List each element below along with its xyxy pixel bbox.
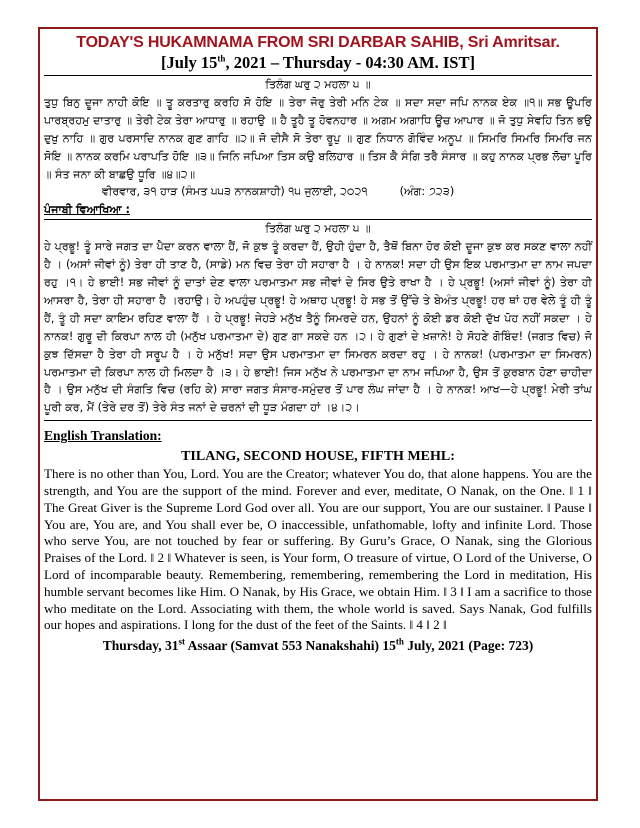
punjabi-explanation: ਹੇ ਪ੍ਰਭੂ! ਤੂੰ ਸਾਰੇ ਜਗਤ ਦਾ ਪੈਦਾ ਕਰਨ ਵਾਲਾ ਹੈਂ, ਜੋ ਕੁਝ ਤੂੰ ਕਰਦਾ ਹੈਂ, ਉਹੀ ਹੁੰਦਾ ਹੈ, ਤੈਥੋਂ ਬਿਨਾ ਹੋਰ ਕੋਈ ਦੂਜਾ ਕੁਝ ਕਰ ਸਕਣ ਵਾਲਾ ਨਹੀਂ ਹੈ । (ਅਸਾਂ ਜੀਵਾਂ ਨੂੰ) ਤੇਰਾ ਹੀ ਤਾਣ ਹੈ, (ਸਾਡੇ) ਮਨ ਵਿਚ ਤੇਰਾ ਹੀ ਸਹਾਰਾ ਹੈ । ਹੇ ਨਾਨਕ! ਸਦਾ ਹੀ ਉਸ ਇਕ ਪਰਮਾਤਮਾ ਦਾ ਨਾਮ ਜਪਦਾ ਰਹੁ ।੧। ਹੇ ਭਾਈ! ਸਭ ਜੀਵਾਂ ਨੂੰ ਦਾਤਾਂ ਦੇਣ ਵਾਲਾ ਪਰਮਾਤਮਾ ਸਭ ਜੀਵਾਂ ਦੇ ਸਿਰ ਉਤੇ ਰਾਖਾ ਹੈ । ਹੇ ਪ੍ਰਭੂ! (ਅਸਾਂ ਜੀਵਾਂ ਨੂੰ) ਤੇਰਾ ਹੀ ਆਸਰਾ ਹੈ, ਤੇਰਾ ਹੀ ਸਹਾਰਾ ਹੈ ।ਰਹਾਉ। ਹੇ ਅਪਹੁੰਚ ਪ੍ਰਭੂ! ਹੇ ਅਥਾਹ ਪ੍ਰਭੂ! ਹੇ ਸਭ ਤੋਂ ਉੱਚੇ ਤੇ ਬੇਅੰਤ ਪ੍ਰਭੂ! ਹਰ ਥਾਂ ਹਰ ਵੇਲੇ ਤੂੰ ਹੀ ਤੂੰ ਹੈਂ, ਤੂੰ ਹੀ ਸਦਾ ਕਾਇਮ ਰਹਿਣ ਵਾਲਾ ਹੈਂ । ਹੇ ਪ੍ਰਭੂ! ਜੇਹੜੇ ਮਨੁੱਖ ਤੈਨੂੰ ਸਿਮਰਦੇ ਹਨ, ਉਹਨਾਂ ਨੂੰ ਕੋਈ ਡਰ ਕੋਈ ਦੁੱਖ ਪੋਹ ਨਹੀਂ ਸਕਦਾ । ਹੇ ਨਾਨਕ! ਗੁਰੂ ਦੀ ਕਿਰਪਾ ਨਾਲ ਹੀ (ਮਨੁੱਖ ਪਰਮਾਤਮਾ ਦੇ) ਗੁਣ ਗਾ ਸਕਦੇ ਹਨ ।੨। ਹੇ ਗੁਣਾਂ ਦੇ ਖ਼ਜ਼ਾਨੇ! ਹੇ ਸੋਹਣੇ ਗੋਬਿੰਦ! (ਜਗਤ ਵਿਚ) ਜੋ ਕੁਝ ਦਿੱਸਦਾ ਹੈ ਤੇਰਾ ਹੀ ਸਰੂਪ ਹੈ । ਹੇ ਮਨੁੱਖ! ਸਦਾ ਉਸ ਪਰਮਾਤਮਾ ਦਾ ਸਿਮਰਨ ਕਰਦਾ ਰਹੁ । ਹੇ ਨਾਨਕ! (ਪਰਮਾਤਮਾ ਦਾ ਸਿਮਰਨ) ਪਰਮਾਤਮਾ ਦੀ ਕਿਰਪਾ ਨਾਲ ਹੀ ਮਿਲਦਾ ਹੈ ।੩। ਹੇ ਭਾਈ! ਜਿਸ ਮਨੁੱਖ ਨੇ ਪਰਮਾਤਮਾ ਦਾ ਨਾਮ ਜਪਿਆ ਹੈ, ਉਸ ਤੋਂ ਕੁਰਬਾਨ ਹੋਣਾ ਚਾਹੀਦਾ ਹੈ । ਉਸ ਮਨੁੱਖ ਦੀ ਸੰਗਤਿ ਵਿਚ (ਰਹਿ ਕੇ) ਸਾਰਾ ਜਗਤ ਸੰਸਾਰ-ਸਮੁੰਦਰ ਤੋਂ ਪਾਰ ਲੰਘ ਜਾਂਦਾ ਹੈ । ਹੇ ਨਾਨਕ! ਆਖ—ਹੇ ਪ੍ਰਭੂ! ਮੇਰੀ ਤਾਂਘ ਪੂਰੀ ਕਰ, ਮੈਂ (ਤੇਰੇ ਦਰ ਤੋਂ) ਤੇਰੇ ਸੰਤ ਜਨਾਂ ਦੇ ਚਰਨਾਂ ਦੀ ਧੂੜ ਮੰਗਦਾ ਹਾਂ ।੪।੨। xyxy=(44,240,592,415)
date-suffix: , 2021 – Thursday - 04:30 AM. IST] xyxy=(225,53,475,72)
english-subheading: TILANG, SECOND HOUSE, FIFTH MEHL: xyxy=(181,449,455,465)
footer-sup2: th xyxy=(395,636,404,647)
raag-heading: ਤਿਲੰਗ ਘਰੁ ੨ ਮਹਲਾ ੫ ॥ xyxy=(265,78,371,91)
section-divider-2 xyxy=(44,420,592,421)
gurbani-verse: ਤੁਧੁ ਬਿਨੁ ਦੂਜਾ ਨਾਹੀ ਕੋਇ ॥ ਤੂ ਕਰਤਾਰੁ ਕਰਹਿ ਸੋ ਹੋਇ ॥ ਤੇਰਾ ਜੋਰੁ ਤੇਰੀ ਮਨਿ ਟੇਕ ॥ ਸਦਾ ਸਦਾ ਜਪਿ ਨਾਨਕ ਏਕ ॥੧॥ ਸਭ ਊਪਰਿ ਪਾਰਬ੍ਰਹਮੁ ਦਾਤਾਰੁ ॥ ਤੇਰੀ ਟੇਕ ਤੇਰਾ ਆਧਾਰੁ ॥ ਰਹਾਉ ॥ ਹੈ ਤੂਹੈ ਤੂ ਹੋਵਨਹਾਰ ॥ ਅਗਮ ਅਗਾਧਿ ਊਚ ਆਪਾਰ ॥ ਜੋ ਤੁਧੁ ਸੇਵਹਿ ਤਿਨ ਭਉ ਦੁਖੁ ਨਾਹਿ ॥ ਗੁਰ ਪਰਸਾਦਿ ਨਾਨਕ ਗੁਣ ਗਾਹਿ ॥੨॥ ਜੋ ਦੀਸੈ ਸੋ ਤੇਰਾ ਰੂਪੁ ॥ ਗੁਣ ਨਿਧਾਨ ਗੋਵਿੰਦ ਅਨੂਪ ॥ ਸਿਮਰਿ ਸਿਮਰਿ ਸਿਮਰਿ ਜਨ ਸੋਇ ॥ ਨਾਨਕ ਕਰਮਿ ਪਰਾਪਤਿ ਹੋਇ ॥੩॥ ਜਿਨਿ ਜਪਿਆ ਤਿਸ ਕਉ ਬਲਿਹਾਰ ॥ ਤਿਸ ਕੈ ਸੰਗਿ ਤਰੈ ਸੰਸਾਰ ॥ ਕਹੁ ਨਾਨਕ ਪ੍ਰਭ ਲੋਚਾ ਪੂਰਿ ॥ ਸੰਤ ਜਨਾ ਕੀ ਬਾਛਉ ਧੂਰਿ ॥੪॥੨॥ xyxy=(44,95,592,181)
ang-reference: (ਅੰਗ: ੭੨੩) xyxy=(399,185,455,199)
footer-sup1: st xyxy=(178,636,185,647)
punjabi-raag-heading: ਤਿਲੰਗ ਘਰੁ ੨ ਮਹਲਾ ੫ ॥ xyxy=(265,222,371,236)
punjabi-heading: ਪੰਜਾਬੀ ਵਿਆਖਿਆ : xyxy=(44,203,130,217)
english-translation: There is no other than You, Lord. You are the Creator; whatever You do, that alone happens. You are the strength, and You are the support of the mind. Forever and ever, meditate, O Nanak, on the One. ‖ 1 ‖ The Great Giver is the Supreme Lord God over all. You are our support, You are our sustainer. ‖ Pause ‖ You are, You are, and You shall ever be, O inaccessible, unfathomable, lofty and infinite Lord. Those who serve You, are not touched by fear or suffering. By Guru’s Grace, O Nanak, sing the Glorious Praises of the Lord. ‖ 2 ‖ Whatever is seen, is Your form, O treasure of virtue, O Lord of the Universe, O Lord of incomparable beauty. Remembering, remembering, remembering the Lord in meditation, His humble servant becomes like Him. O Nanak, by His Grace, we obtain Him. ‖ 3 ‖ I am a sacrifice to those who meditate on the Lord. Associating with them, the whole world is saved. Says Nanak, God fulfills our hopes and aspirations. I long for the dust of the feet of the Saints. ‖ 4 ‖ 2 ‖ xyxy=(44,466,592,633)
english-heading: English Translation: xyxy=(44,428,162,444)
date-heading xyxy=(44,53,592,73)
footer-part3: July, 2021 (Page: 723) xyxy=(403,638,534,654)
hukamnama-page xyxy=(44,33,592,656)
punjabi-date-line xyxy=(44,183,592,201)
date-prefix: [July 15 xyxy=(161,53,218,72)
footer-part2: Assaar (Samvat 553 Nanakshahi) 15 xyxy=(184,638,396,654)
footer-part1: Thursday, 31 xyxy=(102,638,179,654)
date-sup: th xyxy=(217,53,226,64)
footer-date xyxy=(44,636,592,656)
punjabi-date: ਵੀਰਵਾਰ, ੩੧ ਹਾੜ (ਸੰਮਤ ੫੫੩ ਨਾਨਕਸ਼ਾਹੀ) ੧੫ ਜੁਲਾਈ, ੨੦੨੧ xyxy=(102,185,368,199)
page-title: TODAY'S HUKAMNAMA FROM SRI DARBAR SAHIB, Sri Amritsar. xyxy=(76,34,560,51)
